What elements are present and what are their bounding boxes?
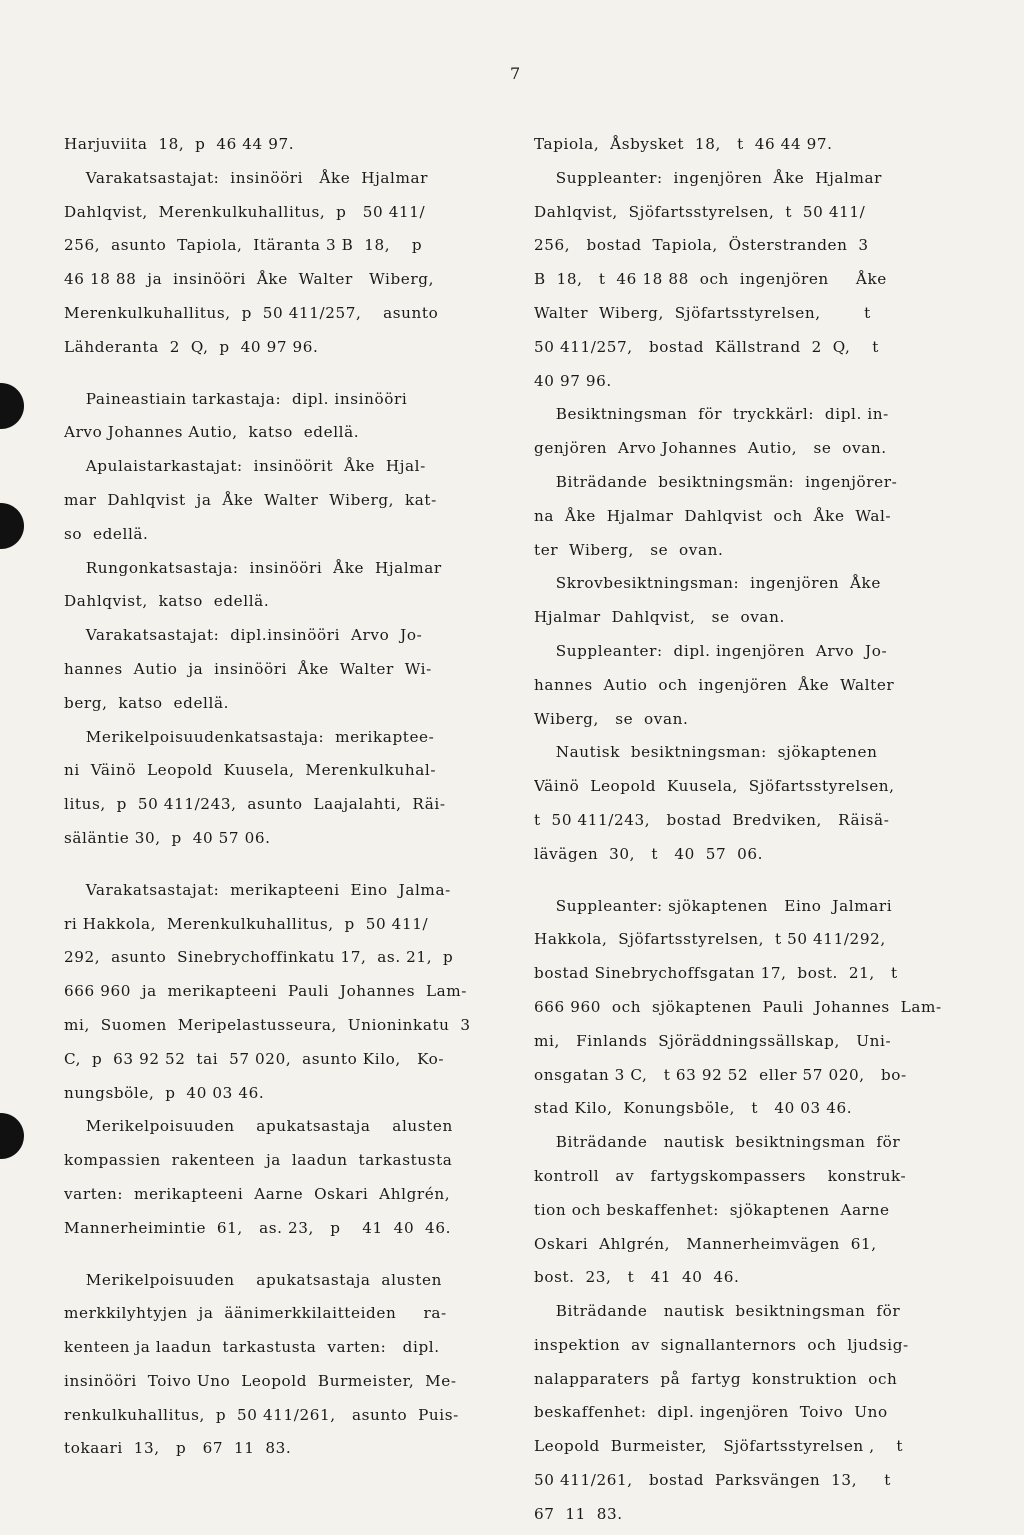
text-line: B 18, t 46 18 88 och ingenjören Åke <box>534 270 887 289</box>
text-line: Merikelpoisuuden apukatsastaja alusten <box>64 1270 442 1289</box>
text-line: 666 960 och sjökaptenen Pauli Johannes Lam- <box>534 997 942 1016</box>
text-line: litus, p 50 411/243, asunto Laajalahti, Räi- <box>64 795 446 814</box>
text-line: Suppleanter: ingenjören Åke Hjalmar <box>534 168 883 187</box>
text-line: Varakatsastajat: insinööri Åke Hjalmar <box>64 168 429 187</box>
text-line: 40 97 96. <box>534 371 612 390</box>
text-line: Suppleanter: sjökaptenen Eino Jalmari <box>534 896 893 915</box>
text-line: Hakkola, Sjöfartsstyrelsen, t 50 411/292, <box>534 930 886 949</box>
text-line: 666 960 ja merikapteeni Pauli Johannes Lam- <box>64 982 468 1001</box>
text-line: Dahlqvist, Sjöfartsstyrelsen, t 50 411/ <box>534 202 866 221</box>
paragraph-gap <box>534 872 970 890</box>
text-line: Harjuviita 18, p 46 44 97. <box>64 135 295 153</box>
text-line: insinööri Toivo Uno Leopold Burmeister, Me- <box>64 1371 457 1390</box>
text-line: so edellä. <box>64 524 149 543</box>
page-number: 7 <box>510 64 521 83</box>
text-line: nalapparaters på fartyg konstruktion och <box>534 1369 898 1388</box>
text-line: Biträdande besiktningsmän: ingenjörer- <box>534 472 898 491</box>
text-line: 50 411/257, bostad Källstrand 2 Q, t <box>534 337 879 356</box>
text-line: Hjalmar Dahlqvist, se ovan. <box>534 608 785 627</box>
text-line: lävägen 30, t 40 57 06. <box>534 844 764 863</box>
paragraph-gap <box>64 1246 524 1264</box>
text-line: mi, Suomen Meripelastusseura, Unioninkatu 3 <box>64 1015 471 1034</box>
text-line: hannes Autio ja insinööri Åke Walter Wi- <box>64 659 432 678</box>
text-line: Rungonkatsastaja: insinööri Åke Hjalmar <box>64 558 442 577</box>
text-line: berg, katso edellä. <box>64 693 230 712</box>
text-line: merkkilyhtyjen ja äänimerkkilaitteiden ra- <box>64 1304 447 1323</box>
text-line: Väinö Leopold Kuusela, Sjöfartsstyrelsen, <box>534 777 895 796</box>
text-line: tokaari 13, p 67 11 83. <box>64 1439 292 1458</box>
text-line: Merikelpoisuudenkatsastaja: merikaptee- <box>64 727 435 746</box>
text-line: bost. 23, t 41 40 46. <box>534 1268 740 1287</box>
text-line: Besiktningsman för tryckkärl: dipl. in- <box>534 405 889 424</box>
text-line: hannes Autio och ingenjören Åke Walter <box>534 675 895 694</box>
text-line: bostad Sinebrychoffsgatan 17, bost. 21, t <box>534 964 898 983</box>
paragraph-gap <box>64 365 524 383</box>
text-line: 46 18 88 ja insinööri Åke Walter Wiberg, <box>64 270 435 289</box>
text-line: kompassien rakenteen ja laadun tarkastusta <box>64 1151 453 1170</box>
text-line: kenteen ja laadun tarkastusta varten: dipl. <box>64 1338 440 1357</box>
text-line: 292, asunto Sinebrychoffinkatu 17, as. 21, p <box>64 948 454 967</box>
text-line: Merenkulkuhallitus, p 50 411/257, asunto <box>64 303 439 322</box>
text-line: nungsböle, p 40 03 46. <box>64 1083 265 1102</box>
text-line: Wiberg, se ovan. <box>534 709 689 728</box>
text-line: ni Väinö Leopold Kuusela, Merenkulkuhal- <box>64 761 437 780</box>
text-line: Biträdande nautisk besiktningsman för <box>534 1302 901 1321</box>
text-line: Arvo Johannes Autio, katso edellä. <box>64 423 360 442</box>
text-line: Tapiola, Åsbysket 18, t 46 44 97. <box>534 135 833 153</box>
text-line: Walter Wiberg, Sjöfartsstyrelsen, t <box>534 303 871 322</box>
text-line: Biträdande nautisk besiktningsman för <box>534 1133 901 1152</box>
text-line: 256, bostad Tapiola, Österstranden 3 <box>534 236 869 255</box>
text-line: mi, Finlands Sjöräddningssällskap, Uni- <box>534 1031 892 1050</box>
text-line: genjören Arvo Johannes Autio, se ovan. <box>534 439 887 458</box>
text-line: stad Kilo, Konungsböle, t 40 03 46. <box>534 1099 853 1118</box>
paragraph-gap <box>64 856 524 874</box>
text-line: Apulaistarkastajat: insinöörit Åke Hjal- <box>64 457 426 476</box>
text-line: varten: merikapteeni Aarne Oskari Ahlgrén, <box>64 1184 451 1203</box>
text-line: C, p 63 92 52 tai 57 020, asunto Kilo, Ko- <box>64 1049 445 1068</box>
text-line: 256, asunto Tapiola, Itäranta 3 B 18, p <box>64 236 423 255</box>
text-line: Merikelpoisuuden apukatsastaja alusten <box>64 1117 453 1136</box>
text-line: Suppleanter: dipl. ingenjören Arvo Jo- <box>534 641 888 660</box>
text-line: säläntie 30, p 40 57 06. <box>64 828 271 847</box>
text-line: Nautisk besiktningsman: sjökaptenen <box>534 743 878 762</box>
right-column-swedish <box>534 128 970 1532</box>
text-line: Skrovbesiktningsman: ingenjören Åke <box>534 574 881 593</box>
text-line: Dahlqvist, Merenkulkuhallitus, p 50 411/ <box>64 202 426 221</box>
text-line: 67 11 83. <box>534 1504 623 1523</box>
text-line: Dahlqvist, katso edellä. <box>64 592 270 611</box>
text-line: kontroll av fartygskompassers konstruk- <box>534 1166 907 1185</box>
text-line: Varakatsastajat: dipl.insinööri Arvo Jo- <box>64 626 423 645</box>
text-line: onsgatan 3 C, t 63 92 52 eller 57 020, bo- <box>534 1065 907 1084</box>
text-line: Lähderanta 2 Q, p 40 97 96. <box>64 337 319 356</box>
text-line: Paineastiain tarkastaja: dipl. insinööri <box>64 389 408 408</box>
text-line: inspektion av signallanternors och ljudsig- <box>534 1335 909 1354</box>
text-line: ri Hakkola, Merenkulkuhallitus, p 50 411/ <box>64 914 429 933</box>
punch-hole-1 <box>0 383 24 429</box>
text-line: ter Wiberg, se ovan. <box>534 540 724 559</box>
text-line: t 50 411/243, bostad Bredviken, Räisä- <box>534 810 890 829</box>
text-line: 50 411/261, bostad Parksvängen 13, t <box>534 1471 891 1490</box>
text-line: Mannerheimintie 61, as. 23, p 41 40 46. <box>64 1218 452 1237</box>
text-line: Oskari Ahlgrén, Mannerheimvägen 61, <box>534 1234 877 1253</box>
text-line: na Åke Hjalmar Dahlqvist och Åke Wal- <box>534 506 892 525</box>
text-line: renkulkuhallitus, p 50 411/261, asunto Puis- <box>64 1405 459 1424</box>
text-line: mar Dahlqvist ja Åke Walter Wiberg, kat- <box>64 490 437 509</box>
text-line: Leopold Burmeister, Sjöfartsstyrelsen , t <box>534 1437 904 1456</box>
text-line: Varakatsastajat: merikapteeni Eino Jalma- <box>64 880 451 899</box>
punch-hole-2 <box>0 503 24 549</box>
text-line: beskaffenhet: dipl. ingenjören Toivo Uno <box>534 1403 888 1422</box>
text-line: tion och beskaffenhet: sjökaptenen Aarne <box>534 1200 890 1219</box>
punch-hole-3 <box>0 1113 24 1159</box>
left-column-finnish <box>64 128 524 1466</box>
